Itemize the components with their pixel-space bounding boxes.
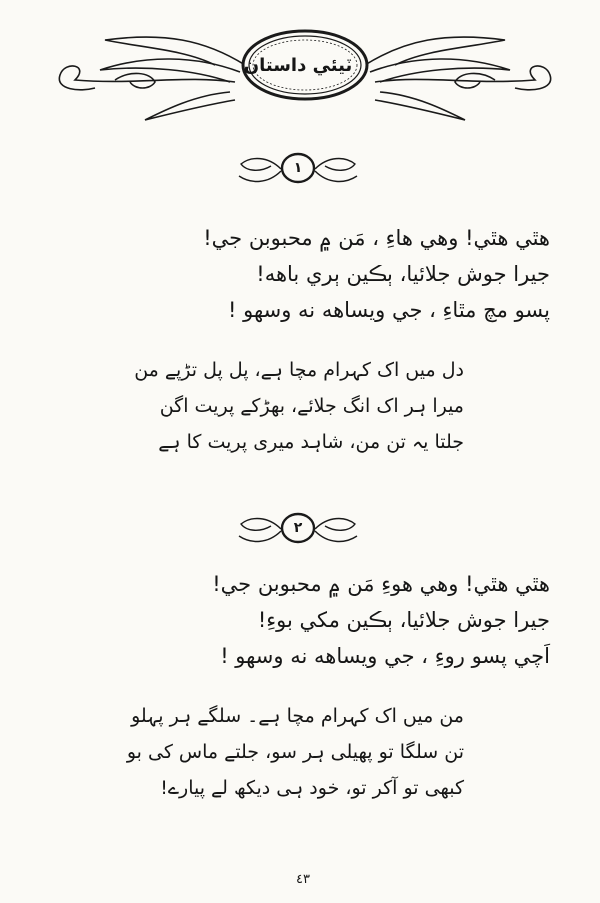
verse-line: دل میں اک کہرام مچا ہے، پل پل تڑپے من [134,359,464,381]
sindhi-stanza-1 [40,220,550,328]
verse-line: تن سلگا تو پھیلی ہر سو، جلتے ماس کی بو [126,741,464,763]
sindhi-stanza-2 [40,566,550,674]
verse-line: جلتا یہ تن من، شاہد میری پریت کا ہے [158,431,464,453]
section-number-ornament [233,146,363,192]
verse-line: هٿي هٿي! وهي هوءِ مَن ۾ محبوبن جي! [212,572,550,596]
verse-line: اَچي پسو روءِ ، جي ويساهه نه وسهو ! [220,644,550,668]
section-number: ١ [293,160,303,176]
urdu-stanza-1 [100,352,480,460]
page-number: ٤٣ [296,872,310,887]
verse-line: پسو مچ مٿاءِ ، جي ويساهه نه وسهو ! [228,298,550,322]
chapter-title: ٽيئي داستان [243,54,353,76]
verse-line: هٿي هٿي! وهي هاءِ ، مَن ۾ محبوبن جي! [203,226,550,250]
verse-line: میرا ہر اک انگ جلائے، بھڑکے پریت اگن [159,395,464,417]
verse-line: جيرا جوش جلائيا، ٻڪين ٻري باهه! [256,262,550,286]
urdu-stanza-2 [100,698,480,806]
section-number: ٢ [293,520,303,536]
verse-line: جيرا جوش جلائيا، ٻڪين مکي بوءِ! [257,608,550,632]
verse-line: من میں اک کہرام مچا ہے۔ سلگے ہر پہلو [131,705,464,727]
verse-line: کبھی تو آکر تو، خود ہی دیکھ لے پیارے! [160,777,464,799]
section-number-ornament [233,506,363,552]
